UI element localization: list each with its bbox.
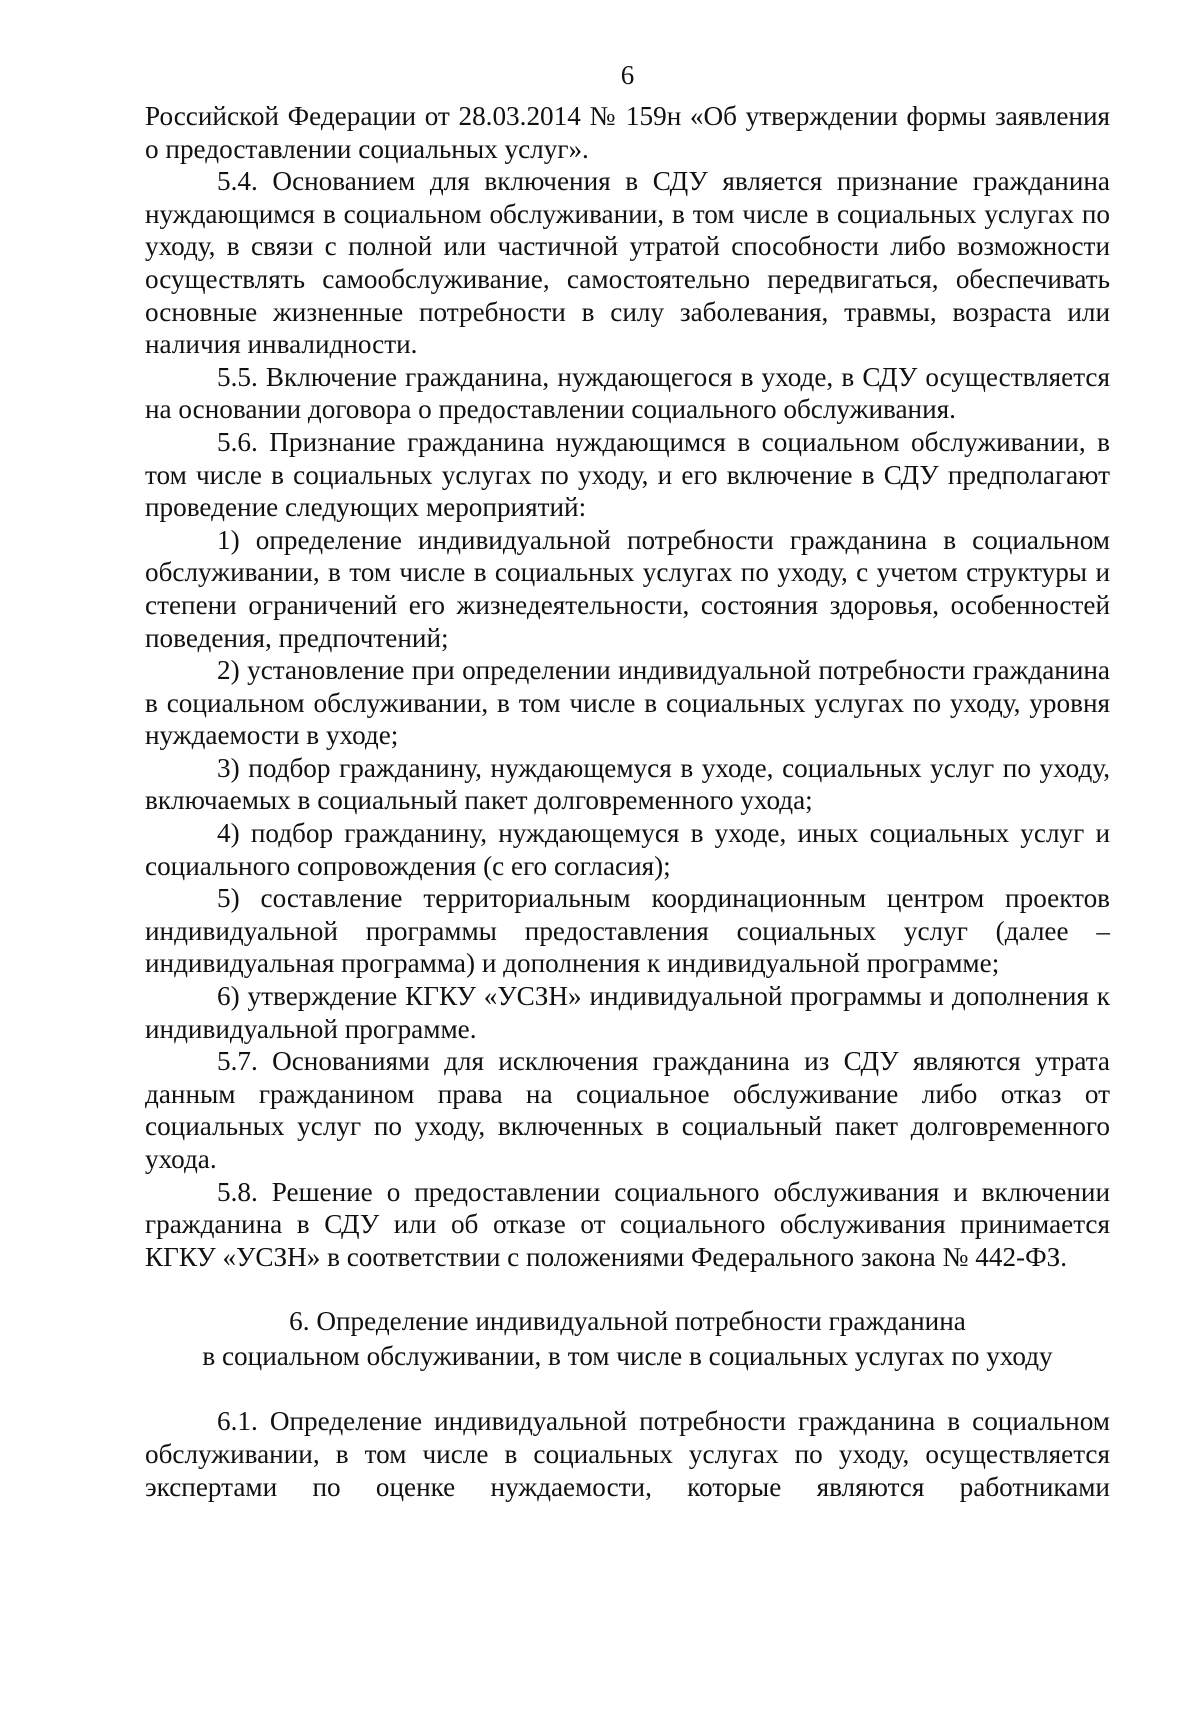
- paragraph-5-7: 5.7. Основаниями для исключения гражданина из СДУ являются утрата данным гражданином права на социальное обслуживание либо отказ от социальных услуг по уходу, включенных в социальный пакет долговременного ухода.: [145, 1046, 1110, 1174]
- paragraph-5-4: 5.4. Основанием для включения в СДУ является признание гражданина нуждающимся в социальном обслуживании, в том числе в социальных услугах по уходу, в связи с полной или частичной утратой способности либо возможности осуществлять самообслуживание, самостоятельно передвигаться, обеспечивать основные жизненные потребности в силу заболевания, травмы, возраста или наличия инвалидности.: [145, 166, 1110, 360]
- list-item-3: 3) подбор гражданину, нуждающемуся в уходе, социальных услуг по уходу, включаемых в социальный пакет долговременного ухода;: [145, 752, 1110, 816]
- paragraph-6-1: 6.1. Определение индивидуальной потребности гражданина в социальном обслуживании, в том числе в социальных услугах по уходу, осуществляется экспертами по оценке нуждаемости, которые являются работниками: [145, 1406, 1110, 1502]
- page-number: 6: [620, 60, 635, 90]
- list-item-1: 1) определение индивидуальной потребности гражданина в социальном обслуживании, в том числе в социальных услугах по уходу, с учетом структуры и степени ограничений его жизнедеятельности, состояния здоровья, особенностей поведения, предпочтений;: [145, 524, 1110, 653]
- paragraph: Российской Федерации от 28.03.2014 № 159н «Об утверждении формы заявления о предоставлении социальных услуг».: [145, 101, 1110, 164]
- list-item-6: 6) утверждение КГКУ «УСЗН» индивидуальной программы и дополнения к индивидуальной программе.: [145, 981, 1110, 1044]
- list-item-5: 5) составление территориальным координационным центром проектов индивидуальной программы предоставления социальных услуг (далее – индивидуальная программа) и дополнения к индивидуальной программе;: [145, 883, 1110, 979]
- paragraph-5-6: 5.6. Признание гражданина нуждающимся в социальном обслуживании, в том числе в социальных услугах по уходу, и его включение в СДУ предполагают проведение следующих мероприятий:: [145, 426, 1110, 523]
- document-page: [145, 60, 1110, 1503]
- list-item-4: 4) подбор гражданину, нуждающемуся в уходе, иных социальных услуг и социального сопровождения (с его согласия);: [145, 818, 1110, 881]
- section-heading: [145, 1304, 1110, 1374]
- paragraph-5-8: 5.8. Решение о предоставлении социального обслуживания и включении гражданина в СДУ или об отказе от социального обслуживания принимается КГКУ «УСЗН» в соответствии с положениями Федерального закона № 442-ФЗ.: [145, 1176, 1110, 1272]
- section-heading-line-1: 6. Определение индивидуальной потребности гражданина: [289, 1306, 966, 1337]
- list-item-2: 2) установление при определении индивидуальной потребности гражданина в социальном обслуживании, в том числе в социальных услугах по уходу, уровня нуждаемости в уходе;: [145, 655, 1110, 751]
- section-heading-line-2: в социальном обслуживании, в том числе в социальных услугах по уходу: [202, 1341, 1053, 1372]
- paragraph-5-5: 5.5. Включение гражданина, нуждающегося в уходе, в СДУ осуществляется на основании договора о предоставлении социального обслуживания.: [145, 361, 1110, 425]
